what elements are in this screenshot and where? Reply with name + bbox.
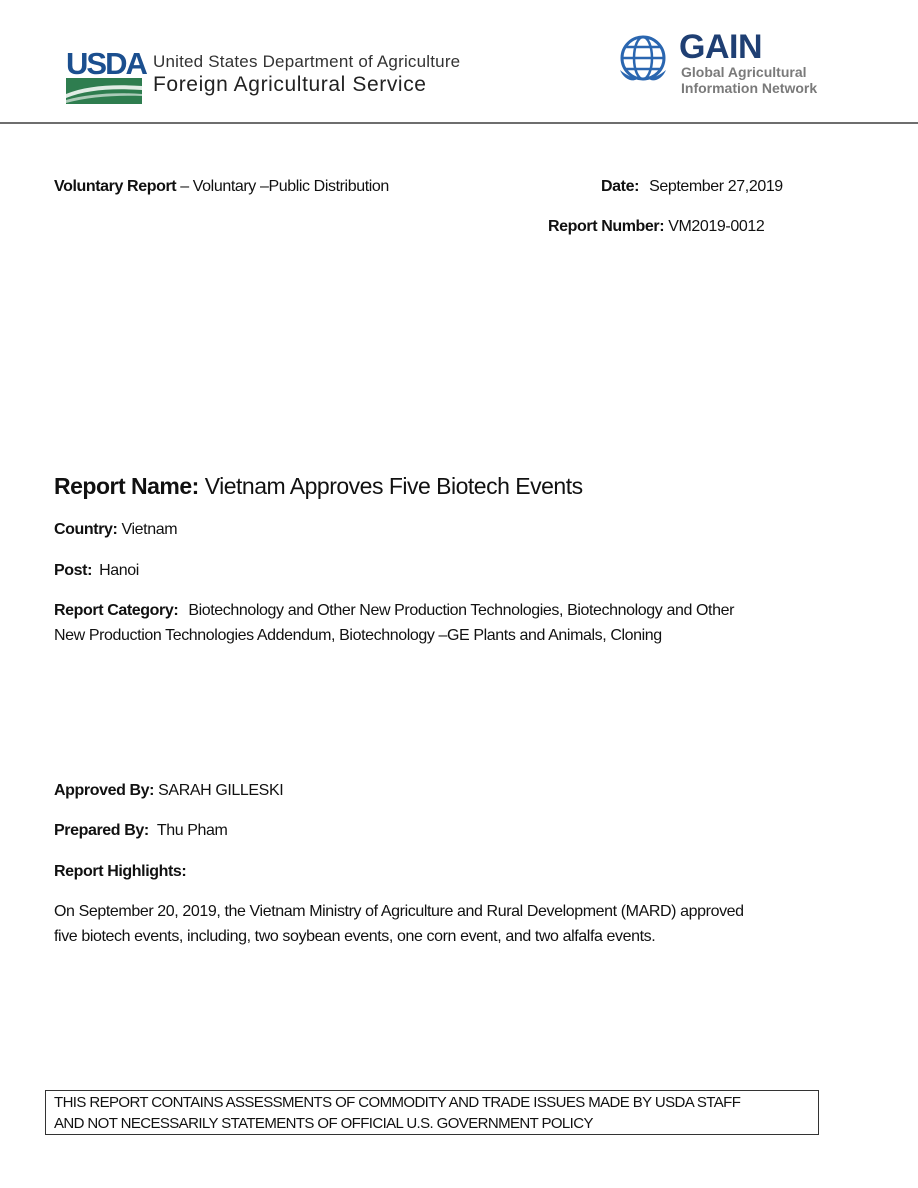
- report-name-label: Report Name:: [54, 473, 199, 499]
- report-category: [54, 598, 834, 648]
- date-value: September 27,2019: [649, 178, 783, 195]
- report-name-value: Vietnam Approves Five Biotech Events: [198, 473, 583, 499]
- report-number-label: Report Number:: [548, 218, 665, 235]
- approved-by-line: [54, 781, 283, 801]
- report-category-label: Report Category:: [54, 602, 179, 619]
- report-number-line: [548, 217, 764, 237]
- usda-logo-text: USDA: [66, 46, 146, 81]
- report-highlights-label: Report Highlights:: [54, 863, 187, 880]
- disclaimer-box: [45, 1090, 819, 1135]
- prepared-by-line: [54, 821, 227, 841]
- prepared-by-value: Thu Pham: [156, 822, 228, 839]
- voluntary-report-value: – Voluntary –Public Distribution: [176, 178, 389, 195]
- report-name: [54, 472, 583, 500]
- report-highlights-line2: five biotech events, including, two soybean events, one corn event, and two alfalfa events.: [54, 928, 656, 945]
- agency-line1: United States Department of Agriculture: [153, 52, 461, 71]
- agency-line2: Foreign Agricultural Service: [153, 73, 427, 96]
- post-label: Post:: [54, 562, 93, 579]
- post-value: Hanoi: [99, 562, 139, 579]
- report-number-value: VM2019-0012: [668, 218, 765, 235]
- disclaimer-line2: AND NOT NECESSARILY STATEMENTS OF OFFICIAL U.S. GOVERNMENT POLICY: [54, 1115, 593, 1132]
- post-line: [54, 561, 139, 581]
- country-line: [54, 520, 177, 540]
- report-category-value-line1: Biotechnology and Other New Production Technologies, Biotechnology and Other: [188, 602, 734, 619]
- gain-subtitle: [681, 64, 817, 96]
- voluntary-report-line: [54, 177, 389, 197]
- report-highlights-text: [54, 899, 844, 949]
- gain-subtitle-line2: Information Network: [681, 80, 818, 96]
- date-line: [601, 177, 783, 197]
- country-label: Country:: [54, 521, 118, 538]
- disclaimer-line1: THIS REPORT CONTAINS ASSESSMENTS OF COMMODITY AND TRADE ISSUES MADE BY USDA STAFF: [54, 1094, 741, 1111]
- agency-name: [153, 52, 460, 98]
- report-category-value-line2: New Production Technologies Addendum, Biotechnology –GE Plants and Animals, Cloning: [54, 627, 662, 644]
- report-highlights-line1: On September 20, 2019, the Vietnam Ministry of Agriculture and Rural Development (MARD) approved: [54, 903, 744, 920]
- header-divider: [0, 122, 918, 124]
- report-category-line1: [54, 598, 834, 623]
- prepared-by-label: Prepared By:: [54, 822, 149, 839]
- approved-by-value: SARAH GILLESKI: [154, 782, 284, 799]
- approved-by-label: Approved By:: [54, 782, 155, 799]
- date-label: Date:: [601, 178, 640, 195]
- gain-logo-text: GAIN: [679, 28, 762, 66]
- gain-subtitle-line1: Global Agricultural: [681, 64, 807, 80]
- voluntary-report-label: Voluntary Report: [54, 178, 177, 195]
- country-value: Vietnam: [117, 521, 178, 538]
- page-header: [0, 0, 918, 124]
- globe-icon: [618, 34, 670, 84]
